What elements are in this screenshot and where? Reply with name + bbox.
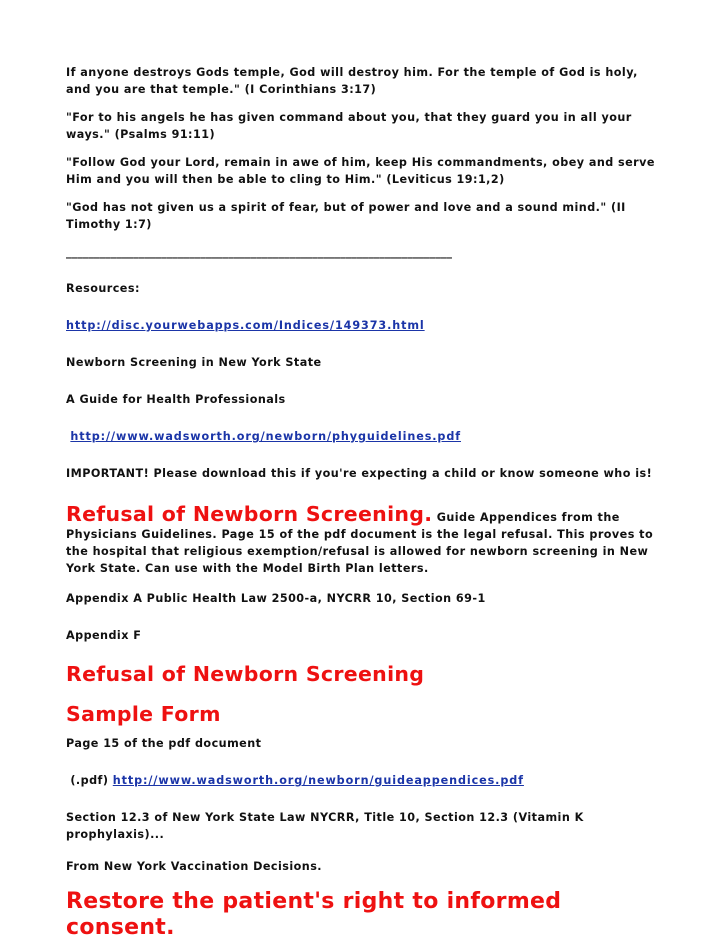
resources-heading: Resources: bbox=[66, 282, 140, 295]
quote-psalms: "For to his angels he has given command about you, that they guard you in all your ways." (Psalms 91:11) bbox=[66, 111, 632, 141]
pdf-prefix: (.pdf) bbox=[70, 774, 109, 787]
sample-form-heading: Sample Form bbox=[66, 702, 221, 726]
quote-timothy: "God has not given us a spirit of fear, but of power and love and a sound mind." (II Timothy 1:7) bbox=[66, 201, 626, 231]
restore-heading: Restore the patient's right to informed consent. bbox=[66, 889, 562, 940]
important-note: IMPORTANT! Please download this if you're expecting a child or know someone who is! bbox=[66, 467, 653, 480]
phyguidelines-link[interactable]: http://www.wadsworth.org/newborn/phyguidelines.pdf bbox=[70, 430, 461, 443]
from-text: From New York Vaccination Decisions. bbox=[66, 860, 323, 873]
guide-title: A Guide for Health Professionals bbox=[66, 393, 286, 406]
document-page bbox=[66, 64, 666, 941]
disc-link[interactable]: http://disc.yourwebapps.com/Indices/149373.html bbox=[66, 319, 425, 332]
quote-leviticus: "Follow God your Lord, remain in awe of him, keep His commandments, obey and serve Him and you will then be able to cling to Him." (Leviticus 19:1,2) bbox=[66, 156, 655, 186]
appendices-link-paragraph bbox=[66, 772, 666, 789]
refusal-heading-inline: Refusal of Newborn Screening. bbox=[66, 502, 433, 526]
refusal-paragraph-block bbox=[66, 502, 666, 577]
appendix-a: Appendix A Public Health Law 2500-a, NYCRR 10, Section 69-1 bbox=[66, 592, 486, 605]
page15-text: Page 15 of the pdf document bbox=[66, 737, 262, 750]
appendix-f: Appendix F bbox=[66, 629, 142, 642]
quote-corinthians: If anyone destroys Gods temple, God will destroy him. For the temple of God is holy, and you are that temple." (I Corinthians 3:17) bbox=[66, 66, 638, 96]
divider-line: _____________________________________________________________________ bbox=[66, 246, 452, 259]
nys-title: Newborn Screening in New York State bbox=[66, 356, 322, 369]
resource-link-paragraph bbox=[66, 317, 666, 334]
guidelines-link-paragraph bbox=[66, 428, 666, 445]
section-text: Section 12.3 of New York State Law NYCRR, Title 10, Section 12.3 (Vitamin K prophylaxis)... bbox=[66, 811, 584, 841]
refusal-heading: Refusal of Newborn Screening bbox=[66, 662, 425, 686]
guideappendices-link[interactable]: http://www.wadsworth.org/newborn/guideappendices.pdf bbox=[112, 774, 524, 787]
refusal-paragraph-text: Guide Appendices from the Physicians Guidelines. Page 15 of the pdf document is the legal refusal. This proves to the hospital that religious exemption/refusal is allowed for newborn screening in New York State. Can use with the Model Birth Plan letters. bbox=[66, 511, 654, 575]
